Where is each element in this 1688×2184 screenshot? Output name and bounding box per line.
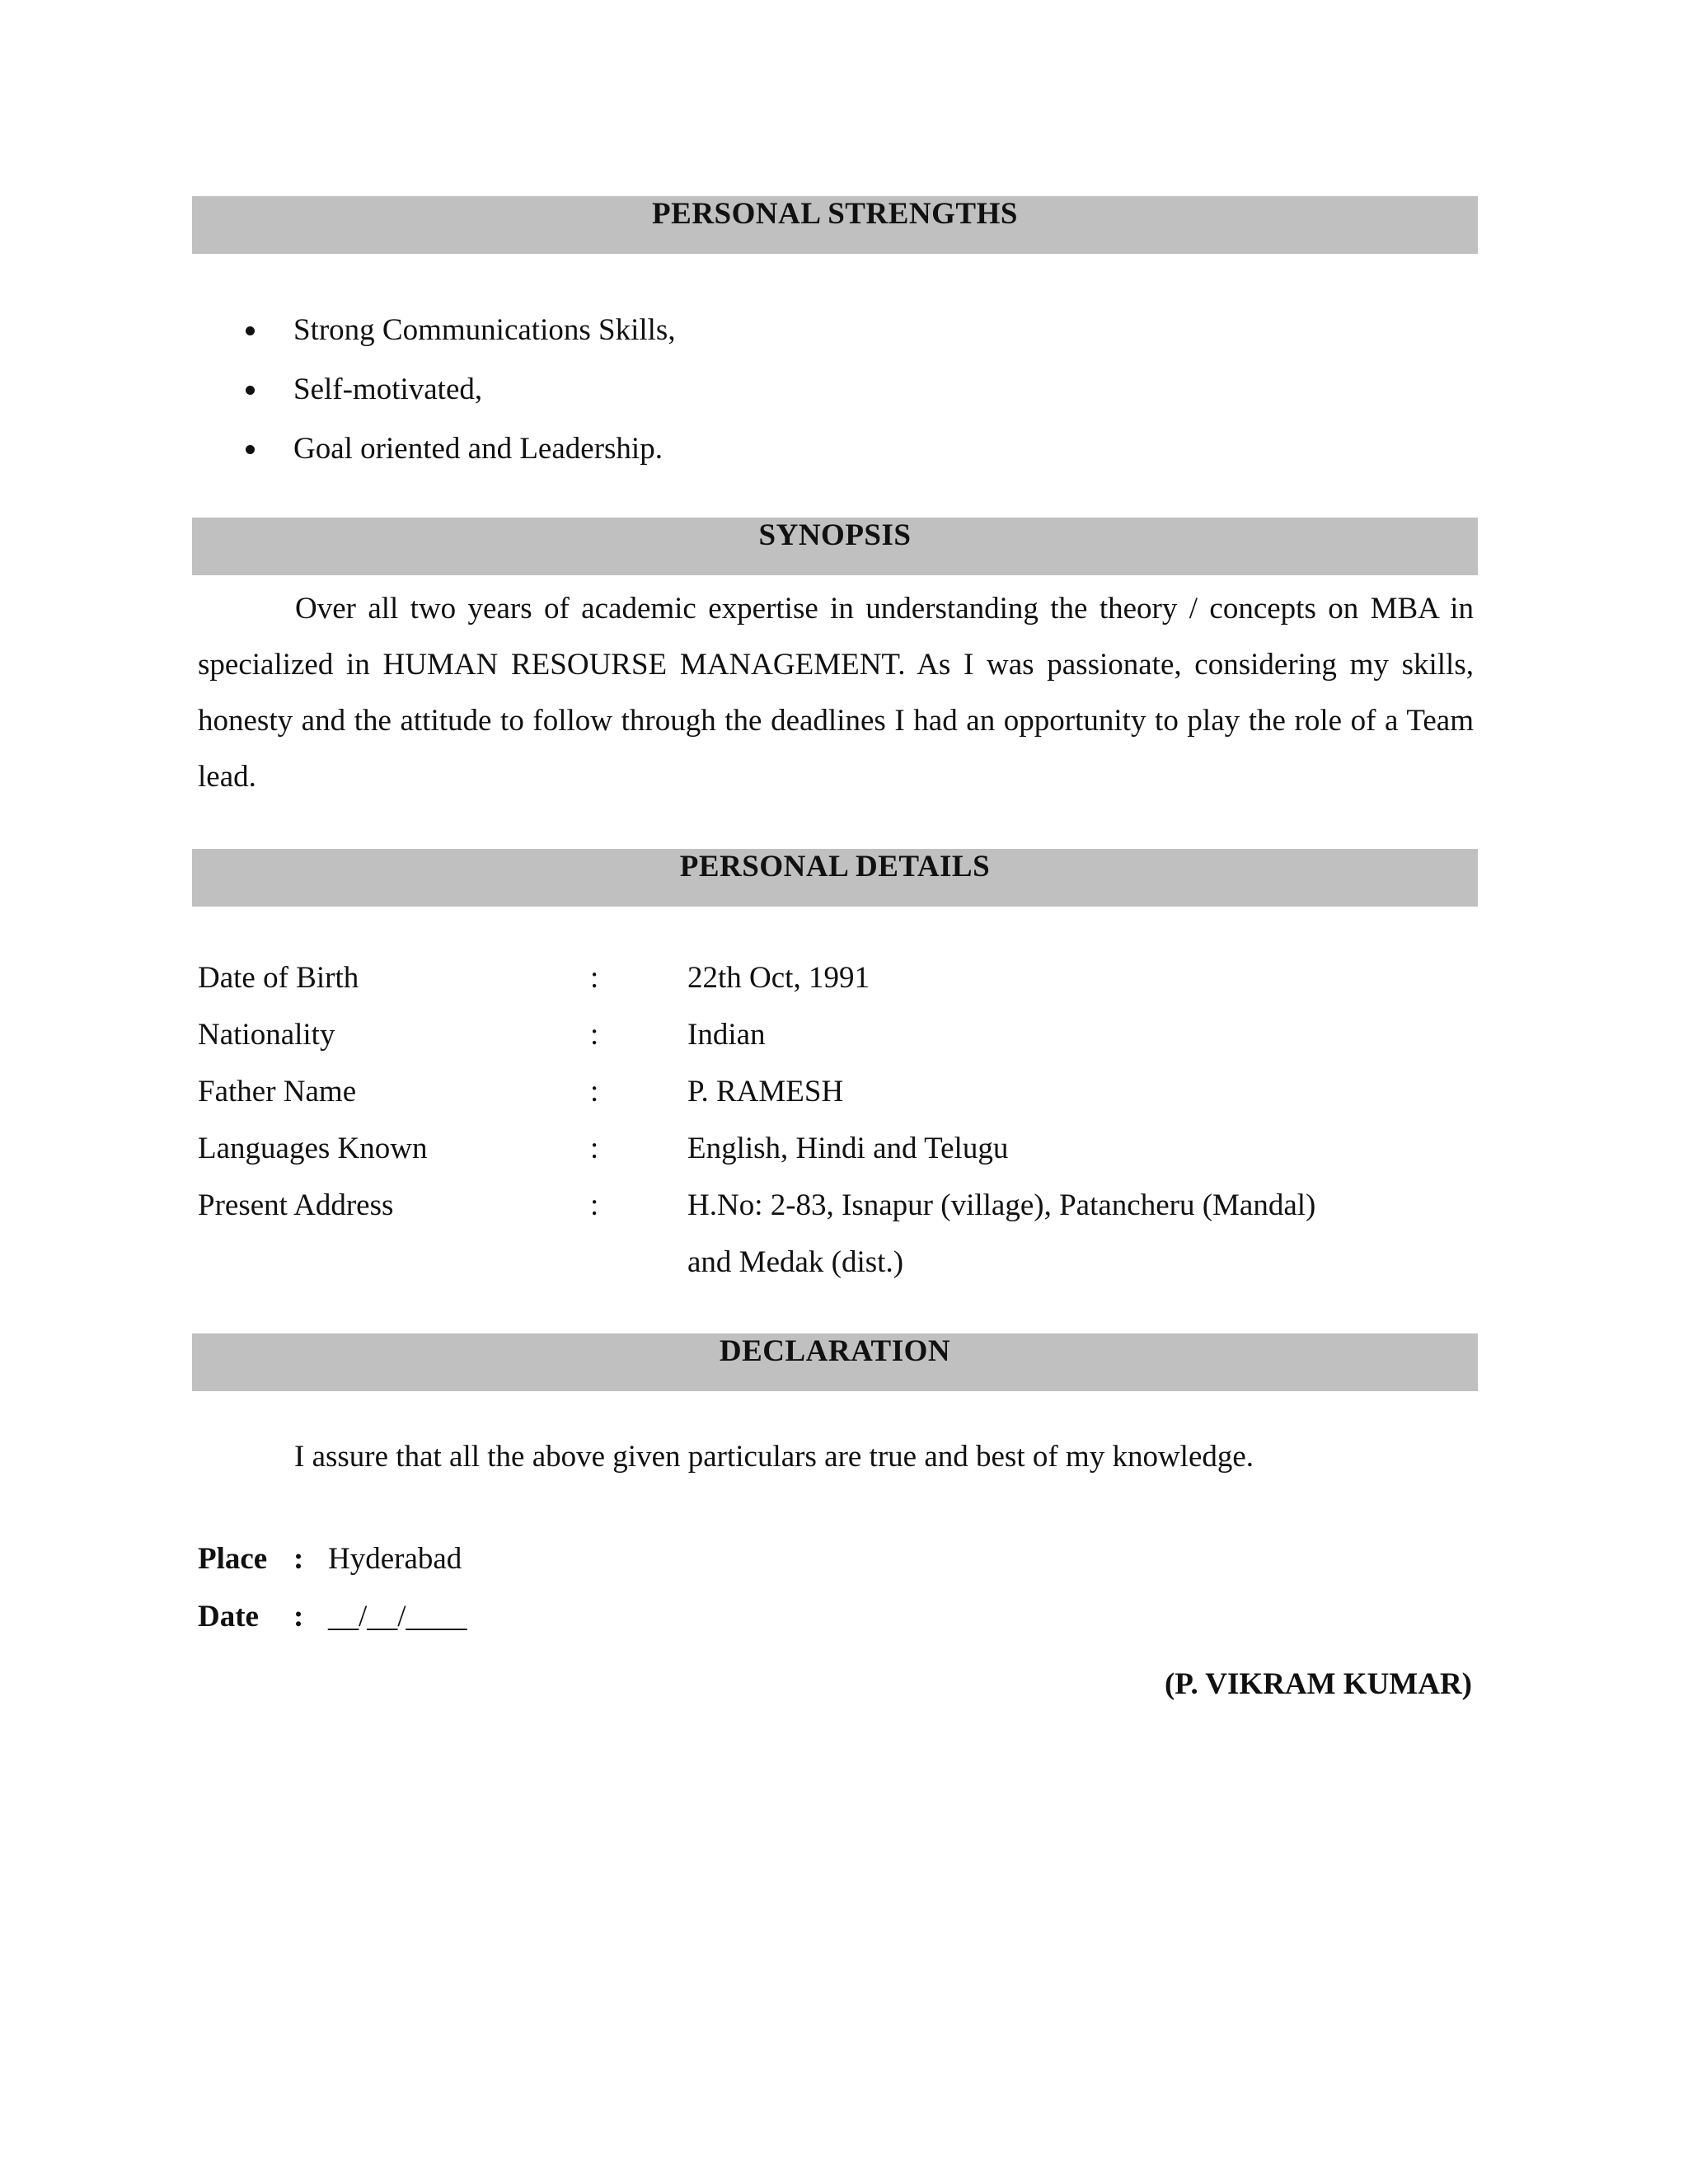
detail-row-dob xyxy=(198,949,1475,1006)
list-item xyxy=(241,425,676,485)
detail-separator: : xyxy=(590,1018,599,1052)
detail-value: P. RAMESH xyxy=(687,1075,844,1108)
detail-separator: : xyxy=(590,961,599,995)
place-separator: : xyxy=(293,1542,304,1576)
signature-name: (P. VIKRAM KUMAR) xyxy=(1164,1667,1472,1701)
bullet-icon xyxy=(246,326,255,335)
detail-label: Father Name xyxy=(198,1075,357,1108)
detail-value: H.No: 2-83, Isnapur (village), Patancheru (Mandal) xyxy=(687,1188,1316,1222)
declaration-header xyxy=(192,1333,1478,1391)
place-label: Place xyxy=(198,1542,268,1576)
section-title: PERSONAL DETAILS xyxy=(679,850,991,883)
detail-label: Languages Known xyxy=(198,1132,428,1165)
strength-text: Goal oriented and Leadership. xyxy=(293,432,663,466)
section-title: DECLARATION xyxy=(719,1334,951,1368)
date-label: Date xyxy=(198,1600,259,1633)
strength-text: Self-motivated, xyxy=(293,373,483,406)
detail-label: Present Address xyxy=(198,1188,394,1222)
personal-details-header xyxy=(192,849,1478,907)
date-separator: : xyxy=(293,1600,304,1633)
date-value: __/__/____ xyxy=(328,1600,467,1633)
list-item xyxy=(241,366,676,425)
detail-value: 22th Oct, 1991 xyxy=(687,961,870,995)
declaration-text: I assure that all the above given particulars are true and best of my knowledge. xyxy=(294,1440,1254,1474)
place-value: Hyderabad xyxy=(328,1542,462,1576)
detail-separator: : xyxy=(590,1075,599,1108)
strengths-list xyxy=(241,307,676,485)
detail-label: Nationality xyxy=(198,1018,335,1052)
personal-details-table xyxy=(198,949,1475,1279)
synopsis-text: Over all two years of academic expertise in understanding the theory / concepts on MBA in specialized in HUMAN RESOURSE MANAGEMENT. As I was passionate, considering my skills, honesty and the attitude to follow through the deadlines I had an opportunity to play the role of a Team lead. xyxy=(198,592,1474,794)
detail-separator: : xyxy=(590,1132,599,1165)
detail-row-languages xyxy=(198,1120,1475,1177)
synopsis-header xyxy=(192,518,1478,575)
personal-strengths-header xyxy=(192,196,1478,254)
list-item xyxy=(241,307,676,366)
detail-separator: : xyxy=(590,1188,599,1222)
section-title: PERSONAL STRENGTHS xyxy=(652,197,1018,231)
detail-value-continued: and Medak (dist.) xyxy=(687,1245,904,1279)
detail-row-nationality xyxy=(198,1006,1475,1063)
strength-text: Strong Communications Skills, xyxy=(293,313,676,347)
detail-row-address xyxy=(198,1177,1475,1279)
bullet-icon xyxy=(246,386,255,395)
detail-value: English, Hindi and Telugu xyxy=(687,1132,1009,1165)
detail-value: Indian xyxy=(687,1018,766,1052)
detail-label: Date of Birth xyxy=(198,961,359,995)
section-title: SYNOPSIS xyxy=(758,518,912,552)
bullet-icon xyxy=(246,445,255,454)
detail-row-father-name xyxy=(198,1063,1475,1120)
